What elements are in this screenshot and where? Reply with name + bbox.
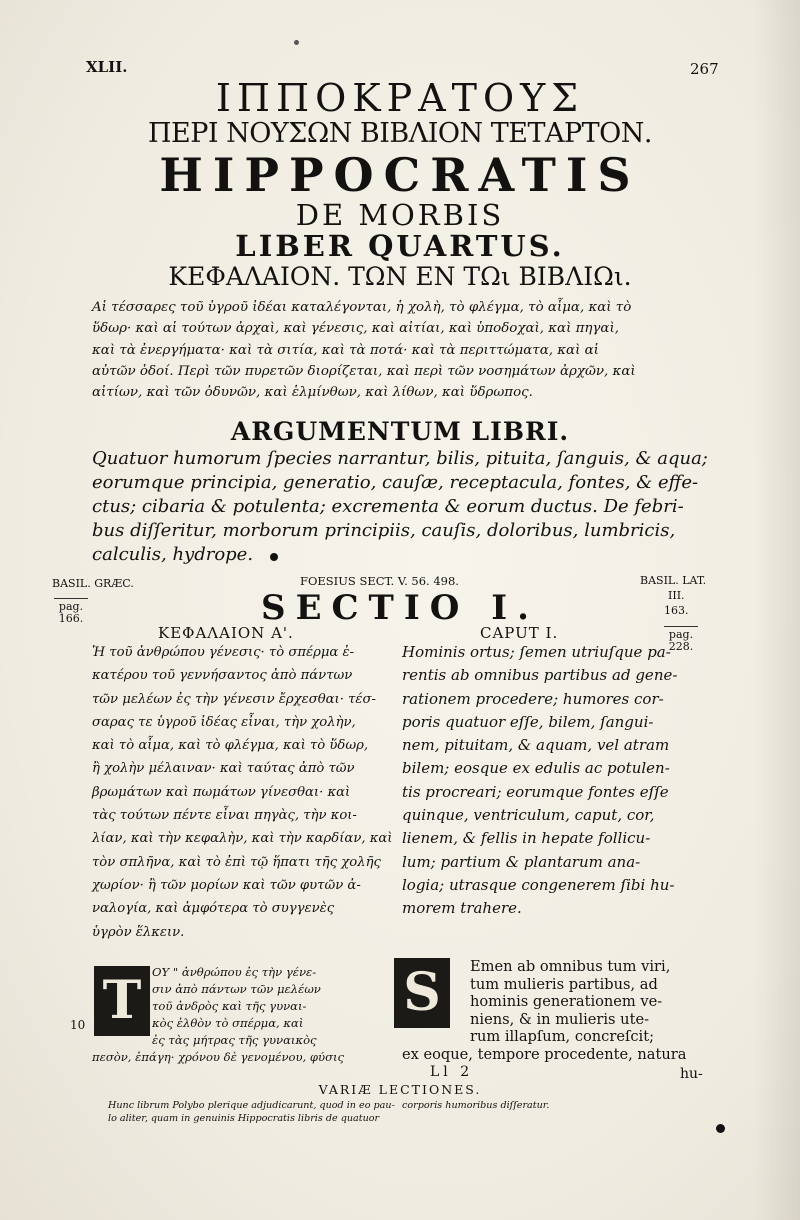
greek-column-line: τὰς τούτων πέντε εἶναι πηγὰς, τὴν κοι- xyxy=(92,808,357,824)
page-number-left: XLII. xyxy=(86,58,128,76)
greek-column-line: ἢ χολὴν μέλαιναν· καὶ ταύτας ἀπὸ τῶν xyxy=(92,761,355,777)
greek-column-line: βρωμάτων καὶ πωμάτων γίνεσθαι· καὶ xyxy=(92,784,351,800)
margin-pag-right-number: 228. xyxy=(668,640,694,653)
footnote-right-line: corporis humoribus diſſeratur. xyxy=(402,1100,550,1111)
latin-column-line: rationem procedere; humores cor- xyxy=(402,689,664,708)
catchword: hu- xyxy=(680,1066,703,1082)
greek-summary-line: ὕδωρ· καὶ αἱ τούτων ἀρχαὶ, καὶ γένεσις, καὶ αἰτίαι, καὶ ὑποδοχαὶ, καὶ πηγαὶ, xyxy=(92,321,619,337)
margin-pag-right-label: pag. xyxy=(668,628,694,641)
greek-chapter-heading: ΚΕΦΑΛΑΙΟΝ Α'. xyxy=(158,624,294,642)
margin-lat-number: 163. xyxy=(664,604,689,617)
greek-main-line: ΟΥ " ἀνθρώπου ἐς τὴν γένε- xyxy=(152,965,317,979)
greek-summary-line: αὐτῶν ὁδοί. Περὶ τῶν πυρετῶν διορίζεται, καὶ περὶ τῶν νοσημάτων ἀρχῶν, καὶ xyxy=(92,363,636,379)
latin-main-line: rum illapſum, concreſcit; xyxy=(470,1028,654,1045)
latin-column-line: lienem, & fellis in hepate follicu- xyxy=(402,829,651,848)
ink-blot xyxy=(270,553,278,561)
latin-main-line: Emen ab omnibus tum viri, xyxy=(470,958,671,975)
greek-column-line: χωρίον· ἢ τῶν μορίων καὶ τῶν φυτῶν ἀ- xyxy=(92,877,361,893)
greek-column-line: λίαν, καὶ τὴν κεφαλὴν, καὶ τὴν καρδίαν, καὶ xyxy=(92,831,393,847)
greek-column-line: τὸν σπλῆνα, καὶ τὸ ἐπὶ τῷ ἥπατι τῆς χολῆς xyxy=(92,854,381,870)
footnote-left xyxy=(108,1099,395,1125)
argument-text xyxy=(92,447,722,567)
latin-main-line: niens, & in mulieris ute- xyxy=(470,1010,650,1028)
greek-column xyxy=(92,641,393,944)
page-number-right: 267 xyxy=(690,60,719,78)
latin-main-text xyxy=(402,958,702,1063)
footnote-left-line: Hunc librum Polybo plerique adjudicarunt, quod in eo pau- xyxy=(108,1100,395,1111)
greek-main-line: τοῦ ἀνδρὸς καὶ τῆς γυναι- xyxy=(152,999,307,1013)
margin-pag-left-number: 166. xyxy=(58,612,84,625)
page-edge-shadow xyxy=(754,0,800,1220)
latin-main-line: hominis generationem ve- xyxy=(470,993,663,1010)
greek-column-line: τῶν μελέων ἐς τὴν γένεσιν ἔρχεσθαι· τέσ- xyxy=(92,691,376,707)
latin-drop-cap: S xyxy=(394,958,450,1028)
signature-mark: Ll 2 xyxy=(430,1064,474,1080)
latin-column-line: poris quatuor eſſe, bilem, ſangui- xyxy=(402,712,654,731)
margin-pag-left-label: pag. xyxy=(58,600,84,613)
footnote-right xyxy=(402,1099,602,1112)
greek-summary-line: καὶ τὰ ἐνεργήματα· καὶ τὰ σιτία, καὶ τὰ ποτά· καὶ τὰ περιττώματα, καὶ αἱ xyxy=(92,342,599,358)
latin-column-line: bilem; eosque ex edulis ac potulen- xyxy=(402,759,670,778)
margin-lat-volume: III. xyxy=(668,589,685,602)
latin-book-title: LIBER QUARTUS. xyxy=(235,229,565,263)
greek-summary-line: αἰτίων, καὶ τῶν ὀδυνῶν, καὶ ἑλμίνθων, καὶ λίθων, καὶ ὕδρωπος. xyxy=(92,385,533,401)
greek-column-line: ναλογία, καὶ ἀμφότερα τὸ συγγενὲς xyxy=(92,901,335,917)
latin-column-line: rentis ab omnibus partibus ad gene- xyxy=(402,666,678,685)
footnote-left-line: lo aliter, quam in genuinis Hippocratis libris de quatuor xyxy=(108,1113,380,1124)
ink-blot xyxy=(294,40,299,45)
latin-column-line: tis procreari; eorumque fontes eſſe xyxy=(402,782,669,801)
argument-heading: ARGUMENTUM LIBRI. xyxy=(230,417,570,446)
greek-column-line: κατέρου τοῦ γεννήσαντος ἀπὸ πάντων xyxy=(92,668,353,684)
latin-column-line: lum; partium & plantarum ana- xyxy=(402,852,641,871)
latin-column-line: Hominis ortus; ſemen utriuſque pa- xyxy=(402,643,671,661)
latin-main-line: tum mulieris partibus, ad xyxy=(470,975,658,993)
greek-summary-line: Αἱ τέσσαρες τοῦ ὑγροῦ ἰδέαι καταλέγονται, ἡ χολὴ, τὸ φλέγμα, τὸ αἷμα, καὶ τὸ xyxy=(92,300,632,315)
latin-column-line: nem, pituitam, & aquam, vel atram xyxy=(402,736,670,755)
margin-basil-lat: BASIL. LAT. xyxy=(640,574,707,587)
foesius-reference: FOESIUS SECT. V. 56. 498. xyxy=(300,574,459,588)
latin-column-line: quinque, ventriculum, caput, cor, xyxy=(402,806,655,825)
greek-main-line: ἐς τὰς μήτρας τῆς γυναικὸς xyxy=(152,1033,317,1047)
greek-drop-cap: T xyxy=(94,966,150,1036)
greek-main-text xyxy=(92,964,386,1066)
argument-line: calculis, hydrope. xyxy=(92,544,254,565)
greek-contents-heading: ΚΕΦΑΛΑΙΟΝ. ΤΩΝ ΕΝ ΤΩι ΒΙΒΛΙΩι. xyxy=(168,262,632,291)
argument-line: bus diſſeritur, morborum principiis, cauſis, doloribus, lumbricis, xyxy=(92,520,676,541)
greek-main-line: πεσὸν, ἐπάγη· χρόνου δὲ γενομένου, φύσις xyxy=(92,1050,345,1064)
margin-basil-graec: BASIL. GRÆC. xyxy=(52,577,134,590)
latin-column-line: logia; utrasque congenerem ſibi hu- xyxy=(402,875,675,894)
greek-summary xyxy=(92,297,712,403)
ink-blot xyxy=(716,1124,725,1133)
argument-line: ctus; cibaria & potulenta; excrementa & eorum ductus. De febri- xyxy=(92,496,684,517)
argument-line: Quatuor humorum ſpecies narrantur, bilis, pituita, ſanguis, & aqua; xyxy=(92,448,708,469)
latin-author-title: HIPPOCRATIS xyxy=(159,148,641,202)
greek-column-line: καὶ τὸ αἷμα, καὶ τὸ φλέγμα, καὶ τὸ ὕδωρ, xyxy=(92,738,369,754)
latin-column xyxy=(402,641,702,921)
greek-main-line: κὸς ἐλθὸν τὸ σπέρμα, καὶ xyxy=(152,1016,304,1030)
argument-line: eorumque principia, generatio, cauſæ, receptacula, fontes, & effe- xyxy=(92,472,699,493)
greek-work-title: ΠΕΡΙ ΝΟΥΣΩΝ ΒΙΒΛΙΟΝ ΤΕΤΑΡΤΟΝ. xyxy=(147,118,653,149)
greek-column-line: Ἡ τοῦ ἀνθρώπου γένεσις· τὸ σπέρμα ἐ- xyxy=(92,645,355,660)
latin-chapter-heading: CAPUT I. xyxy=(480,624,559,642)
latin-main-line: ex eoque, tempore procedente, natura xyxy=(402,1045,687,1063)
latin-work-title: DE MORBIS xyxy=(295,198,505,232)
greek-column-line: ὑγρὸν ἕλκειν. xyxy=(92,924,185,940)
greek-author-title: ΙΠΠΟΚΡΑΤΟΥΣ xyxy=(215,76,585,120)
variae-lectiones-heading: VARIÆ LECTIONES. xyxy=(318,1082,482,1097)
section-title: SECTIO I. xyxy=(261,588,539,628)
latin-column-line: morem trahere. xyxy=(402,899,522,918)
line-number: 10 xyxy=(70,1018,86,1032)
greek-column-line: σαρας τε ὑγροῦ ἰδέας εἶναι, τὴν χολὴν, xyxy=(92,714,356,730)
greek-main-line: σιν ἀπὸ πάντων τῶν μελέων xyxy=(152,982,321,996)
margin-pag-left xyxy=(54,598,88,625)
